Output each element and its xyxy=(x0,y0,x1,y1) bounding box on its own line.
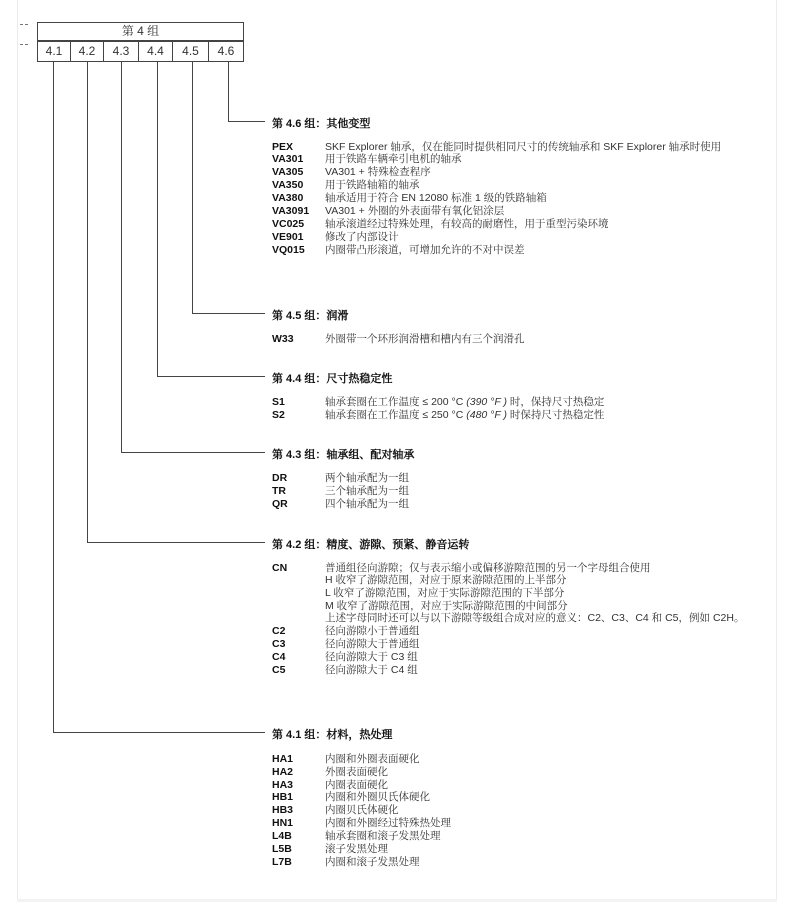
description: 四个轴承配为一组 xyxy=(325,498,409,510)
code-label: S1 xyxy=(272,396,285,408)
description-text: 时保持尺寸热稳定性 xyxy=(507,409,605,421)
code-label: C4 xyxy=(272,651,286,663)
subline-l: L 收窄了游隙范围，对应于实际游隙范围的下半部分 xyxy=(325,587,565,599)
description-text: 时，保持尺寸热稳定 xyxy=(507,396,605,408)
group-header: 第 4 组 xyxy=(37,22,244,41)
code-label: HA2 xyxy=(272,766,294,778)
connector-4-5-vertical xyxy=(192,62,193,314)
description: 内圈和外圈表面硬化 xyxy=(325,753,420,765)
connector-4-3-vertical xyxy=(121,62,122,453)
connector-4-4-vertical xyxy=(157,62,158,377)
page-edge-right xyxy=(776,0,777,902)
description: 径向游隙大于普通组 xyxy=(325,638,420,650)
connector-4-6-horizontal xyxy=(228,121,265,122)
subline-h: H 收窄了游隙范围，对应于原来游隙范围的上半部分 xyxy=(325,574,567,586)
description: 普通组径向游隙；仅与表示缩小或偏移游隙范围的另一个字母组合使用 xyxy=(325,562,651,574)
description: 滚子发黑处理 xyxy=(325,843,388,855)
description: VA301 + 外圈的外表面带有氧化铝涂层 xyxy=(325,205,505,217)
description: 轴承滚道经过特殊处理，有较高的耐磨性，用于重型污染环境 xyxy=(325,218,609,230)
code-label: HB1 xyxy=(272,791,294,803)
code-label: VA350 xyxy=(272,179,304,191)
code-label: CN xyxy=(272,562,288,574)
connector-4-4-horizontal xyxy=(157,376,265,377)
description: 内圈和外圈贝氏体硬化 xyxy=(325,791,430,803)
code-label: C2 xyxy=(272,625,286,637)
code-label: VQ015 xyxy=(272,244,305,256)
section-title-4-3: 第 4.3 组：轴承组、配对轴承 xyxy=(272,449,415,461)
code-label: W33 xyxy=(272,333,294,345)
section-title-4-4: 第 4.4 组：尺寸热稳定性 xyxy=(272,373,393,385)
code-label: HN1 xyxy=(272,817,294,829)
description: SKF Explorer 轴承，仅在能同时提供相同尺寸的传统轴承和 SKF Explorer 轴承时使用 xyxy=(325,141,722,153)
code-label: QR xyxy=(272,498,288,510)
code-label: VA301 xyxy=(272,153,304,165)
description: 三个轴承配为一组 xyxy=(325,485,409,497)
cell-4-4: 4.4 xyxy=(138,41,173,62)
description: 修改了内部设计 xyxy=(325,231,399,243)
page-edge-left xyxy=(17,0,18,902)
description-text: 轴承套圈在工作温度 ≤ 250 °C xyxy=(325,409,467,421)
code-label: L7B xyxy=(272,856,292,868)
cell-4-3: 4.3 xyxy=(103,41,139,62)
description: 用于铁路轴箱的轴承 xyxy=(325,179,420,191)
description: 内圈表面硬化 xyxy=(325,779,388,791)
code-label: HB3 xyxy=(272,804,294,816)
code-label: VA305 xyxy=(272,166,304,178)
description: 内圈带凸形滚道，可增加允许的不对中误差 xyxy=(325,244,525,256)
code-label: HA1 xyxy=(272,753,294,765)
section-title-4-2: 第 4.2 组：精度、游隙、预紧、静音运转 xyxy=(272,539,470,551)
code-label: L4B xyxy=(272,830,292,842)
description: VA301 + 特殊检查程序 xyxy=(325,166,431,178)
description: 用于铁路车辆牵引电机的轴承 xyxy=(325,153,462,165)
code-label: DR xyxy=(272,472,288,484)
dashed-tick-mark xyxy=(20,44,28,46)
cell-4-2: 4.2 xyxy=(70,41,104,62)
connector-4-5-horizontal xyxy=(192,313,265,314)
description: 内圈和外圈经过特殊热处理 xyxy=(325,817,451,829)
code-label: VE901 xyxy=(272,231,304,243)
code-label: HA3 xyxy=(272,779,294,791)
description: 内圈贝氏体硬化 xyxy=(325,804,399,816)
code-label: VC025 xyxy=(272,218,305,230)
cell-4-5: 4.5 xyxy=(172,41,209,62)
code-label: S2 xyxy=(272,409,285,421)
connector-4-6-vertical xyxy=(228,62,229,122)
description: 内圈和滚子发黑处理 xyxy=(325,856,420,868)
description: 轴承适用于符合 EN 12080 标准 1 级的铁路轴箱 xyxy=(325,192,547,204)
description xyxy=(325,409,604,421)
subline-m: M 收窄了游隙范围，对应于实际游隙范围的中间部分 xyxy=(325,600,568,612)
dashed-tick-mark xyxy=(20,24,28,26)
description: 轴承套圈和滚子发黑处理 xyxy=(325,830,441,842)
code-label: C5 xyxy=(272,664,286,676)
connector-4-2-horizontal xyxy=(87,542,265,543)
description-text: 轴承套圈在工作温度 ≤ 200 °C xyxy=(325,396,467,408)
connector-4-1-vertical xyxy=(53,62,54,733)
description: 外圈表面硬化 xyxy=(325,766,388,778)
description: 外圈带一个环形润滑槽和槽内有三个润滑孔 xyxy=(325,333,525,345)
subline-note: 上述字母同时还可以与以下游隙等级组合成对应的意义：C2、C3、C4 和 C5，例如 C2H。 xyxy=(325,612,745,624)
description: 径向游隙小于普通组 xyxy=(325,625,420,637)
code-label: TR xyxy=(272,485,286,497)
description xyxy=(325,396,604,408)
code-label: L5B xyxy=(272,843,292,855)
code-label: C3 xyxy=(272,638,286,650)
code-label: VA380 xyxy=(272,192,304,204)
connector-4-3-horizontal xyxy=(121,452,265,453)
description: 径向游隙大于 C3 组 xyxy=(325,651,418,663)
section-title-4-6: 第 4.6 组：其他变型 xyxy=(272,118,371,130)
code-label: VA3091 xyxy=(272,205,310,217)
connector-4-2-vertical xyxy=(87,62,88,543)
cell-4-1: 4.1 xyxy=(37,41,71,62)
connector-4-1-horizontal xyxy=(53,732,265,733)
fahrenheit-value: (480 °F ) xyxy=(466,409,508,421)
description: 径向游隙大于 C4 组 xyxy=(325,664,418,676)
section-title-4-1: 第 4.1 组：材料，热处理 xyxy=(272,729,393,741)
fahrenheit-value: (390 °F ) xyxy=(466,396,508,408)
description: 两个轴承配为一组 xyxy=(325,472,409,484)
section-title-4-5: 第 4.5 组：润滑 xyxy=(272,310,349,322)
code-label: PEX xyxy=(272,141,294,153)
cell-4-6: 4.6 xyxy=(208,41,244,62)
